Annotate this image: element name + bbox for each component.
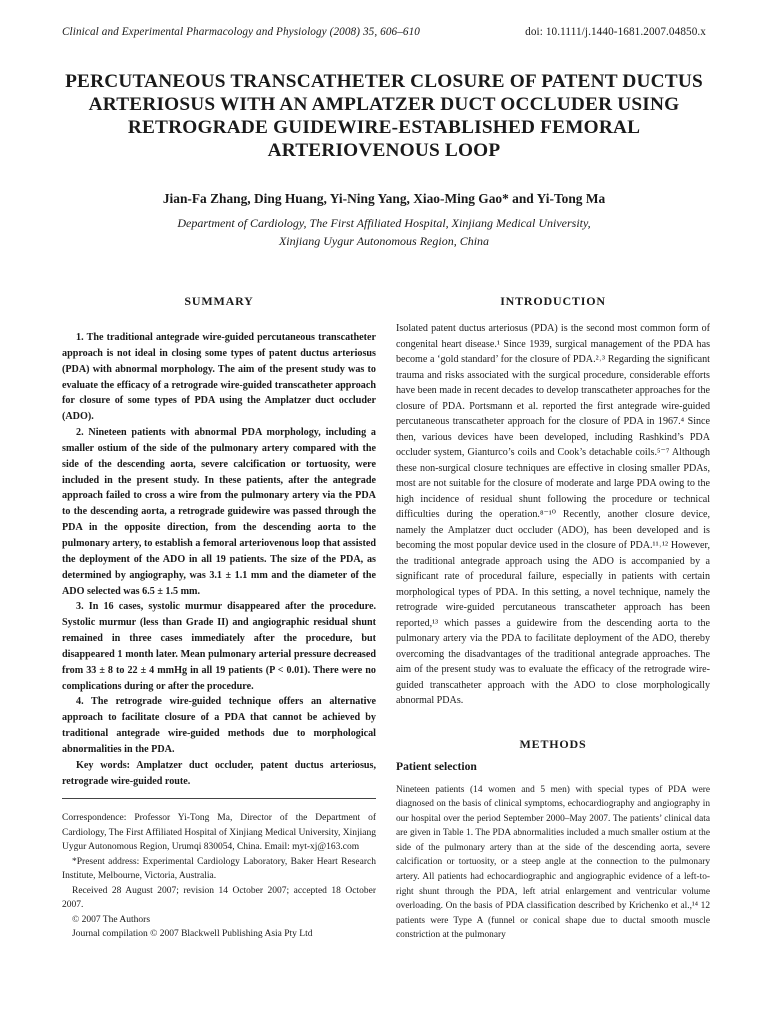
methods-paragraph: Nineteen patients (14 women and 5 men) with special types of PDA were diagnosed on the basis of clinical symptoms, echocardiography and angiography in our hospital over the period September 2000–May 2007. The patients’ clinical data are given in Table 1. The PDA abnormalities included a much smaller ostium at the side of the pulmonary artery than at the side of the descending aorta, severe calcification or tortuosity, or a steep angle at the connection to the pulmonary artery. All patients had echocardiographic and angiographic evidence of a left-to-right shunt through the PDA, left atrial enlargement and ventricular volume overloading. On the basis of PDA classification described by Krichenko et al.,¹⁴ 12 patients were Type A (funnel or conical shape due to ductal smooth muscle constriction at the pulmonary (396, 784, 710, 941)
title-line: ARTERIOSUS WITH AN AMPLATZER DUCT OCCLUDER USING (88, 94, 680, 115)
summary-heading: SUMMARY (184, 294, 254, 308)
summary-paragraph: 1. The traditional antegrade wire-guided percutaneous transcatheter approach is not ideal in closing some types of patent ductus arteriosus (PDA) with abnormal morphology. The aim of the present study was to evaluate the efficacy of a retrograde wire-guided transcatheter approach for closure of some types of PDA using the Amplatzer duct occluder (ADO). (62, 332, 376, 423)
key-words: Key words: Amplatzer duct occluder, patent ductus arteriosus, retrograde wire-guided route. (62, 759, 376, 787)
article-title (40, 70, 728, 162)
doi-link[interactable]: doi: 10.1111/j.1440-1681.2007.04850.x (525, 26, 706, 38)
correspondence-note: Correspondence: Professor Yi-Tong Ma, Director of the Department of Cardiology, The First Affiliated Hospital of Xinjiang Medical University, Xinjiang Uygur Autonomous Region, Urumqi 830054, China. Email: myt-xj@163.com (62, 813, 376, 852)
affiliation-line: Xinjiang Uygur Autonomous Region, China (278, 234, 490, 248)
received-dates-note: Received 28 August 2007; revision 14 October 2007; accepted 18 October 2007. (62, 885, 376, 910)
author-list: Jian-Fa Zhang, Ding Huang, Yi-Ning Yang, Xiao-Ming Gao* and Yi-Tong Ma (162, 191, 606, 206)
copyright-note: © 2007 The Authors (72, 914, 151, 925)
affiliation-line: Department of Cardiology, The First Affiliated Hospital, Xinjiang Medical University, (177, 216, 591, 230)
title-line: RETROGRADE GUIDEWIRE-ESTABLISHED FEMORAL (127, 117, 641, 138)
title-line: ARTERIOVENOUS LOOP (267, 140, 501, 161)
footnote-block (62, 798, 376, 942)
methods-body (396, 783, 710, 944)
summary-body (62, 330, 376, 789)
present-address-note: *Present address: Experimental Cardiology Laboratory, Baker Heart Research Institute, Melbourne, Victoria, Australia. (62, 856, 376, 881)
methods-heading: METHODS (519, 736, 587, 751)
summary-paragraph: 4. The retrograde wire-guided technique offers an alternative approach to facilitate closure of a PDA that cannot be achieved by traditional antegrade wire-guided methods due to morphological abnormalities in the PDA. (62, 696, 376, 755)
journal-compilation-note: Journal compilation © 2007 Blackwell Publishing Asia Pty Ltd (72, 929, 313, 939)
running-header (62, 26, 706, 38)
left-column (62, 294, 376, 789)
introduction-paragraph: Isolated patent ductus arteriosus (PDA) is the second most common form of congenital heart disease.¹ Since 1939, surgical management of the PDA has become a ‘gold standard’ for the closure of PDA.²˒³ Regarding the significant trauma and risks associated with the surgical procedure, considerable efforts have been made in recent decades to develop transcatheter approaches for the closure of PDA. Portsmann et al. reported the first antegrade wire-guided percutaneous transcatheter approach for the closure of PDA in 1967.⁴ Since then, various devices have been developed, including Rashkind’s PDA occluder system, Gianturco’s coils and Cook’s detachable coils.⁵⁻⁷ Although these non-surgical closure techniques are effective in closing smaller PDAs, most are not suitable for the closure of moderate and large PDA owing to the high incidence of residual shunt following the procedure or technical difficulties during the operation.⁸⁻¹⁰ Recently, another closure device, namely the Amplatzer duct occluder (ADO), has been developed and is becoming the most popular device used in the closure of PDA.¹¹˒¹² However, the traditional antegrade approach using the ADO is accompanied by a significant rate of procedural failure, especially in patients with certain morphological types of PDA. In this setting, a novel technique, namely the retrograde wire-guided percutaneous transcatheter approach has been reported,¹³ which passes a guidewire from the descending aorta to the pulmonary artery via the PDA to facilitate deployment of the ADO, thereby overcoming the disadvantages of the traditional antegrade approaches. The aim of the present study was to evaluate the efficacy of the retrograde wire-guided transcatheter approach with the ADO to close morphologically abnormal PDAs. (396, 323, 710, 706)
introduction-body (396, 321, 710, 709)
summary-paragraph: 2. Nineteen patients with abnormal PDA morphology, including a smaller ostium of the side of the pulmonary artery compared with the side of the descending aorta, severe calcification or tortuosity, were included in the present study. In these patients, after the antegrade approach failed to cross a wire from the pulmonary artery via the PDA to the descending aorta, a retrograde guidewire was passed through the PDA in the opposite direction, from the descending aorta to the pulmonary artery, to establish a femoral arteriovenous loop that assisted the deployment of the ADO in all 19 patients. The size of the PDA, as determined by angiography, was 3.1 ± 1.1 mm and the diameter of the ADO selected was 6.5 ± 1.5 mm. (62, 427, 376, 597)
right-column (396, 294, 710, 943)
journal-citation: Clinical and Experimental Pharmacology and Physiology (2008) 35, 606–610 (62, 26, 420, 38)
title-line: PERCUTANEOUS TRANSCATHETER CLOSURE OF PATENT DUCTUS (65, 71, 703, 92)
introduction-heading: INTRODUCTION (500, 294, 606, 308)
patient-selection-heading: Patient selection (396, 759, 477, 773)
affiliation (40, 214, 728, 250)
summary-paragraph: 3. In 16 cases, systolic murmur disappeared after the procedure. Systolic murmur (less than Grade II) and angiographic residual shunt remained in three cases immediately after the procedure, but disappeared 1 month later. Mean pulmonary arterial pressure decreased from 33 ± 8 to 22 ± 4 mmHg in all 19 patients (P < 0.01). There were no complications during or after the procedure. (62, 601, 376, 692)
